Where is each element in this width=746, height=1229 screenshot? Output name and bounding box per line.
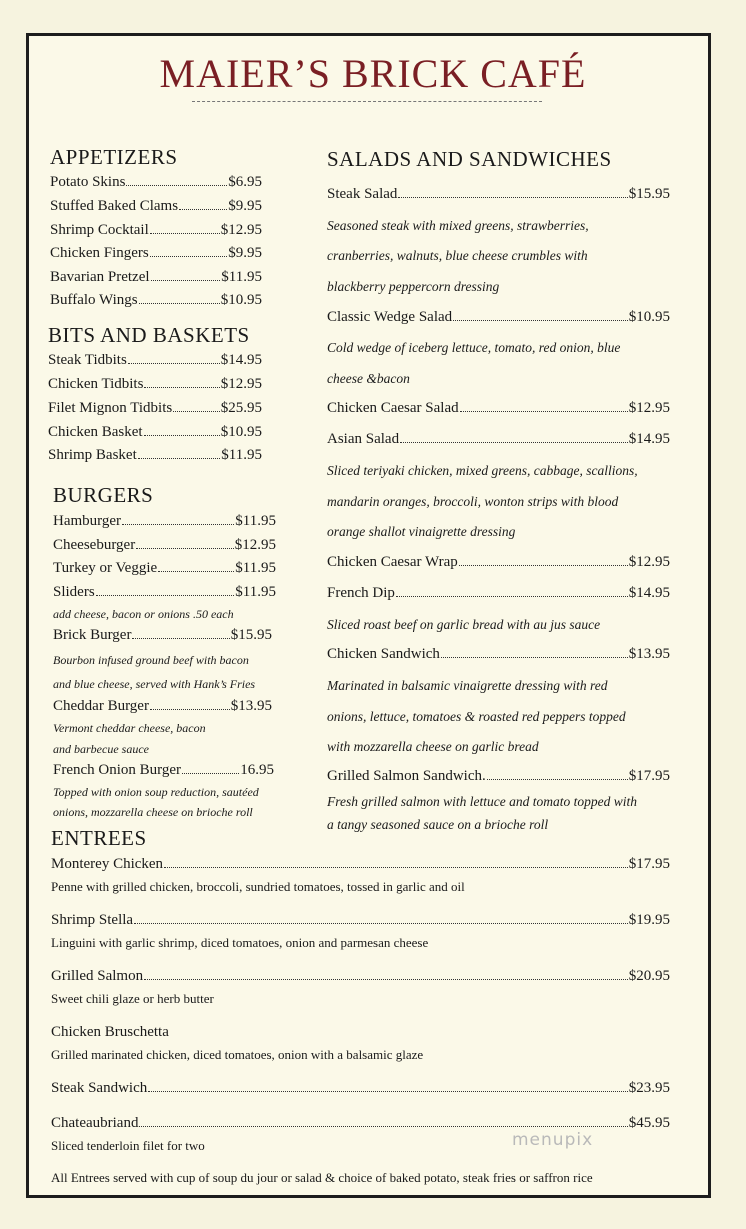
item-description: mandarin oranges, broccoli, wonton strips with blood: [327, 494, 619, 509]
item-description: Topped with onion soup reduction, sautéed: [53, 785, 259, 799]
menu-item: Steak Tidbits $14.95: [48, 352, 262, 368]
item-description: onions, lettuce, tomatoes & roasted red peppers topped: [327, 709, 626, 724]
item-description: Seasoned steak with mixed greens, strawberries,: [327, 218, 589, 233]
item-description: Grilled marinated chicken, diced tomatoes, onion with a balsamic glaze: [51, 1047, 424, 1062]
menu-item: French Dip $14.95: [327, 585, 670, 601]
menu-item: Grilled Salmon $20.95: [51, 968, 670, 984]
menu-item: Chicken Basket $10.95: [48, 424, 262, 440]
item-description: cheese &bacon: [327, 371, 410, 386]
item-description: Sliced tenderloin filet for two: [51, 1138, 205, 1153]
menu-item: Filet Mignon Tidbits $25.95: [48, 400, 262, 416]
item-description: Sliced teriyaki chicken, mixed greens, cabbage, scallions,: [327, 463, 638, 478]
item-description: Bourbon infused ground beef with bacon: [53, 653, 249, 667]
item-description: orange shallot vinaigrette dressing: [327, 524, 516, 539]
menu-item: Monterey Chicken $17.95: [51, 856, 670, 872]
item-description: Cold wedge of iceberg lettuce, tomato, red onion, blue: [327, 340, 621, 355]
menu-item: Chicken Sandwich $13.95: [327, 646, 670, 662]
item-description: blackberry peppercorn dressing: [327, 279, 500, 294]
item-description: with mozzarella cheese on garlic bread: [327, 739, 539, 754]
menu-item: Shrimp Basket $11.95: [48, 447, 262, 463]
menu-item: Shrimp Cocktail $12.95: [50, 222, 262, 238]
menu-item: Shrimp Stella $19.95: [51, 912, 670, 928]
menupix-watermark: menupix: [512, 1130, 594, 1150]
item-description: Penne with grilled chicken, broccoli, sundried tomatoes, tossed in garlic and oil: [51, 879, 465, 894]
menu-item: Grilled Salmon Sandwich. $17.95: [327, 768, 670, 784]
item-description: add cheese, bacon or onions .50 each: [53, 607, 234, 621]
bits-heading: BITS AND BASKETS: [48, 323, 250, 347]
menu-item: Chicken Caesar Salad $12.95: [327, 400, 670, 416]
menu-item: French Onion Burger 16.95: [53, 762, 274, 778]
title-divider: [192, 101, 542, 102]
item-description: cranberries, walnuts, blue cheese crumbles with: [327, 248, 588, 263]
menu-item: Potato Skins $6.95: [50, 174, 262, 190]
item-description: and blue cheese, served with Hank’s Fries: [53, 677, 256, 691]
item-description: Marinated in balsamic vinaigrette dressing with red: [327, 678, 608, 693]
restaurant-title: MAIER’S BRICK CAFÉ: [159, 51, 587, 96]
burgers-heading: BURGERS: [53, 483, 154, 507]
menu-item: Cheddar Burger $13.95: [53, 698, 272, 714]
menu-item: Chateaubriand $45.95: [51, 1115, 670, 1131]
menu-item: Chicken Caesar Wrap $12.95: [327, 554, 670, 570]
menu-item: Steak Salad $15.95: [327, 186, 670, 202]
menu-item: Chicken Bruschetta: [51, 1024, 169, 1040]
menu-item: Steak Sandwich $23.95: [51, 1080, 670, 1096]
item-description: Fresh grilled salmon with lettuce and tomato topped with: [327, 794, 637, 809]
menu-item: Stuffed Baked Clams $9.95: [50, 198, 262, 214]
item-description: Sweet chili glaze or herb butter: [51, 991, 214, 1006]
item-description: Linguini with garlic shrimp, diced tomatoes, onion and parmesan cheese: [51, 935, 429, 950]
menu-item: Turkey or Veggie $11.95: [53, 560, 276, 576]
menu-item: Sliders $11.95: [53, 584, 276, 600]
menu-item: Chicken Tidbits $12.95: [48, 376, 262, 392]
item-description: Sliced roast beef on garlic bread with au jus sauce: [327, 617, 601, 632]
menu-item: Classic Wedge Salad $10.95: [327, 309, 670, 325]
item-description: and barbecue sauce: [53, 742, 149, 756]
item-description: onions, mozzarella cheese on brioche roll: [53, 805, 253, 819]
salads-heading: SALADS AND SANDWICHES: [327, 147, 612, 171]
entrees-heading: ENTREES: [51, 826, 147, 850]
item-description: a tangy seasoned sauce on a brioche roll: [327, 817, 549, 832]
menu-item: Brick Burger $15.95: [53, 627, 272, 643]
item-description: Vermont cheddar cheese, bacon: [53, 721, 206, 735]
appetizers-heading: APPETIZERS: [50, 145, 178, 169]
menu-item: Bavarian Pretzel $11.95: [50, 269, 262, 285]
menu-item: Hamburger $11.95: [53, 513, 276, 529]
menu-item: Cheeseburger $12.95: [53, 537, 276, 553]
entrees-footer-note: All Entrees served with cup of soup du jour or salad & choice of baked potato, steak fries or saffron rice: [51, 1170, 593, 1185]
menu-item: Asian Salad $14.95: [327, 431, 670, 447]
menu-item: Chicken Fingers $9.95: [50, 245, 262, 261]
menu-item: Buffalo Wings $10.95: [50, 292, 262, 308]
